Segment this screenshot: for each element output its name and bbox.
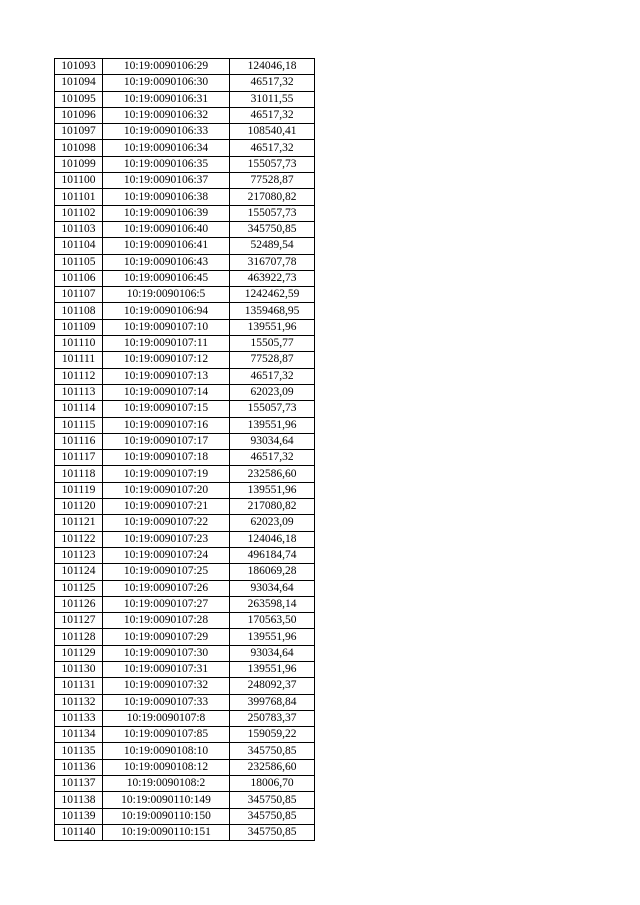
table-row [55,694,315,710]
cadastral-number-cell: 10:19:0090107:24 [103,547,230,563]
table-row [55,401,315,417]
cadastral-number-cell: 10:19:0090107:16 [103,417,230,433]
row-id-cell: 101104 [55,238,103,254]
cadastral-number-cell: 10:19:0090110:149 [103,792,230,808]
cadastral-number-cell: 10:19:0090107:27 [103,596,230,612]
table-row [55,303,315,319]
value-cell: 345750,85 [230,808,315,824]
row-id-cell: 101099 [55,156,103,172]
row-id-cell: 101105 [55,254,103,270]
table-row [55,792,315,808]
table-row [55,515,315,531]
row-id-cell: 101106 [55,270,103,286]
cadastral-number-cell: 10:19:0090106:39 [103,205,230,221]
cadastral-number-cell: 10:19:0090106:38 [103,189,230,205]
table-row [55,238,315,254]
row-id-cell: 101134 [55,727,103,743]
value-cell: 217080,82 [230,189,315,205]
row-id-cell: 101125 [55,580,103,596]
value-cell: 139551,96 [230,417,315,433]
cadastral-number-cell: 10:19:0090107:10 [103,319,230,335]
value-cell: 46517,32 [230,368,315,384]
cadastral-number-cell: 10:19:0090106:30 [103,75,230,91]
cadastral-number-cell: 10:19:0090106:40 [103,221,230,237]
cadastral-number-cell: 10:19:0090107:17 [103,433,230,449]
cadastral-number-cell: 10:19:0090107:11 [103,336,230,352]
cadastral-number-cell: 10:19:0090107:21 [103,499,230,515]
value-cell: 52489,54 [230,238,315,254]
table-row [55,531,315,547]
row-id-cell: 101103 [55,221,103,237]
value-cell: 77528,87 [230,173,315,189]
table-row [55,287,315,303]
row-id-cell: 101136 [55,759,103,775]
table-row [55,776,315,792]
table-row [55,59,315,75]
table-row [55,75,315,91]
value-cell: 1242462,59 [230,287,315,303]
value-cell: 155057,73 [230,156,315,172]
table-row [55,824,315,840]
value-cell: 217080,82 [230,499,315,515]
table-row [55,727,315,743]
table-row [55,808,315,824]
cadastral-number-cell: 10:19:0090107:15 [103,401,230,417]
table-body [55,59,315,841]
value-cell: 399768,84 [230,694,315,710]
cadastral-number-cell: 10:19:0090107:8 [103,710,230,726]
value-cell: 62023,09 [230,384,315,400]
table-row [55,743,315,759]
value-cell: 46517,32 [230,140,315,156]
table-row [55,319,315,335]
row-id-cell: 101124 [55,564,103,580]
cadastral-number-cell: 10:19:0090108:12 [103,759,230,775]
row-id-cell: 101095 [55,91,103,107]
row-id-cell: 101097 [55,124,103,140]
table-row [55,466,315,482]
row-id-cell: 101096 [55,107,103,123]
value-cell: 62023,09 [230,515,315,531]
value-cell: 263598,14 [230,596,315,612]
table-row [55,368,315,384]
cadastral-number-cell: 10:19:0090110:151 [103,824,230,840]
table-row [55,417,315,433]
value-cell: 155057,73 [230,401,315,417]
value-cell: 250783,37 [230,710,315,726]
table-row [55,254,315,270]
table-row [55,564,315,580]
value-cell: 93034,64 [230,433,315,449]
table-row [55,205,315,221]
cadastral-number-cell: 10:19:0090106:45 [103,270,230,286]
value-cell: 46517,32 [230,75,315,91]
cadastral-number-cell: 10:19:0090107:18 [103,450,230,466]
cadastral-number-cell: 10:19:0090106:41 [103,238,230,254]
table-row [55,189,315,205]
row-id-cell: 101102 [55,205,103,221]
value-cell: 345750,85 [230,824,315,840]
row-id-cell: 101108 [55,303,103,319]
value-cell: 77528,87 [230,352,315,368]
table-row [55,482,315,498]
cadastral-number-cell: 10:19:0090107:30 [103,645,230,661]
row-id-cell: 101118 [55,466,103,482]
value-cell: 186069,28 [230,564,315,580]
table-row [55,107,315,123]
row-id-cell: 101133 [55,710,103,726]
cadastral-number-cell: 10:19:0090107:23 [103,531,230,547]
value-cell: 159059,22 [230,727,315,743]
table-row [55,547,315,563]
cadastral-number-cell: 10:19:0090106:32 [103,107,230,123]
table-row [55,91,315,107]
cadastral-number-cell: 10:19:0090108:10 [103,743,230,759]
table-row [55,221,315,237]
cadastral-number-cell: 10:19:0090108:2 [103,776,230,792]
row-id-cell: 101107 [55,287,103,303]
table-row [55,613,315,629]
cadastral-number-cell: 10:19:0090107:14 [103,384,230,400]
value-cell: 345750,85 [230,792,315,808]
row-id-cell: 101137 [55,776,103,792]
value-cell: 93034,64 [230,580,315,596]
table-row [55,499,315,515]
row-id-cell: 101121 [55,515,103,531]
value-cell: 108540,41 [230,124,315,140]
value-cell: 31011,55 [230,91,315,107]
row-id-cell: 101130 [55,661,103,677]
value-cell: 232586,60 [230,466,315,482]
row-id-cell: 101094 [55,75,103,91]
row-id-cell: 101114 [55,401,103,417]
row-id-cell: 101101 [55,189,103,205]
cadastral-number-cell: 10:19:0090107:25 [103,564,230,580]
row-id-cell: 101100 [55,173,103,189]
cadastral-number-cell: 10:19:0090106:33 [103,124,230,140]
cadastral-number-cell: 10:19:0090107:19 [103,466,230,482]
row-id-cell: 101113 [55,384,103,400]
cadastral-number-cell: 10:19:0090107:85 [103,727,230,743]
table-row [55,173,315,189]
row-id-cell: 101115 [55,417,103,433]
cadastral-number-cell: 10:19:0090106:31 [103,91,230,107]
cadastral-number-cell: 10:19:0090107:13 [103,368,230,384]
cadastral-number-cell: 10:19:0090107:22 [103,515,230,531]
value-cell: 232586,60 [230,759,315,775]
table-row [55,384,315,400]
value-cell: 15505,77 [230,336,315,352]
row-id-cell: 101132 [55,694,103,710]
cadastral-number-cell: 10:19:0090110:150 [103,808,230,824]
value-cell: 139551,96 [230,482,315,498]
value-cell: 463922,73 [230,270,315,286]
table-row [55,710,315,726]
value-cell: 316707,78 [230,254,315,270]
row-id-cell: 101131 [55,678,103,694]
row-id-cell: 101116 [55,433,103,449]
value-cell: 139551,96 [230,629,315,645]
row-id-cell: 101093 [55,59,103,75]
table-row [55,433,315,449]
row-id-cell: 101119 [55,482,103,498]
value-cell: 124046,18 [230,531,315,547]
value-cell: 18006,70 [230,776,315,792]
table-row [55,678,315,694]
value-cell: 46517,32 [230,450,315,466]
value-cell: 1359468,95 [230,303,315,319]
value-cell: 496184,74 [230,547,315,563]
value-cell: 170563,50 [230,613,315,629]
row-id-cell: 101122 [55,531,103,547]
table-row [55,336,315,352]
cadastral-number-cell: 10:19:0090107:28 [103,613,230,629]
value-cell: 139551,96 [230,319,315,335]
value-cell: 46517,32 [230,107,315,123]
value-cell: 124046,18 [230,59,315,75]
row-id-cell: 101126 [55,596,103,612]
cadastral-number-cell: 10:19:0090106:35 [103,156,230,172]
row-id-cell: 101129 [55,645,103,661]
cadastral-number-cell: 10:19:0090107:29 [103,629,230,645]
cadastral-number-cell: 10:19:0090106:29 [103,59,230,75]
row-id-cell: 101120 [55,499,103,515]
row-id-cell: 101128 [55,629,103,645]
cadastral-number-cell: 10:19:0090107:12 [103,352,230,368]
table-row [55,645,315,661]
cadastral-number-cell: 10:19:0090106:37 [103,173,230,189]
row-id-cell: 101139 [55,808,103,824]
cadastral-number-cell: 10:19:0090107:20 [103,482,230,498]
row-id-cell: 101110 [55,336,103,352]
cadastral-number-cell: 10:19:0090106:94 [103,303,230,319]
row-id-cell: 101098 [55,140,103,156]
row-id-cell: 101127 [55,613,103,629]
cadastral-number-cell: 10:19:0090106:43 [103,254,230,270]
cadastral-number-cell: 10:19:0090107:31 [103,661,230,677]
table-row [55,156,315,172]
cadastral-number-cell: 10:19:0090107:33 [103,694,230,710]
value-cell: 248092,37 [230,678,315,694]
table-row [55,596,315,612]
row-id-cell: 101123 [55,547,103,563]
value-cell: 155057,73 [230,205,315,221]
table-row [55,124,315,140]
row-id-cell: 101117 [55,450,103,466]
table-row [55,450,315,466]
table-row [55,140,315,156]
row-id-cell: 101138 [55,792,103,808]
cadastral-number-cell: 10:19:0090106:34 [103,140,230,156]
value-cell: 345750,85 [230,743,315,759]
value-cell: 345750,85 [230,221,315,237]
row-id-cell: 101111 [55,352,103,368]
table-row [55,270,315,286]
row-id-cell: 101112 [55,368,103,384]
value-cell: 139551,96 [230,661,315,677]
row-id-cell: 101109 [55,319,103,335]
table-row [55,352,315,368]
row-id-cell: 101135 [55,743,103,759]
table-row [55,759,315,775]
table-row [55,629,315,645]
row-id-cell: 101140 [55,824,103,840]
cadastral-number-cell: 10:19:0090107:32 [103,678,230,694]
data-table [54,58,315,841]
table-row [55,580,315,596]
value-cell: 93034,64 [230,645,315,661]
cadastral-number-cell: 10:19:0090106:5 [103,287,230,303]
table-row [55,661,315,677]
cadastral-number-cell: 10:19:0090107:26 [103,580,230,596]
